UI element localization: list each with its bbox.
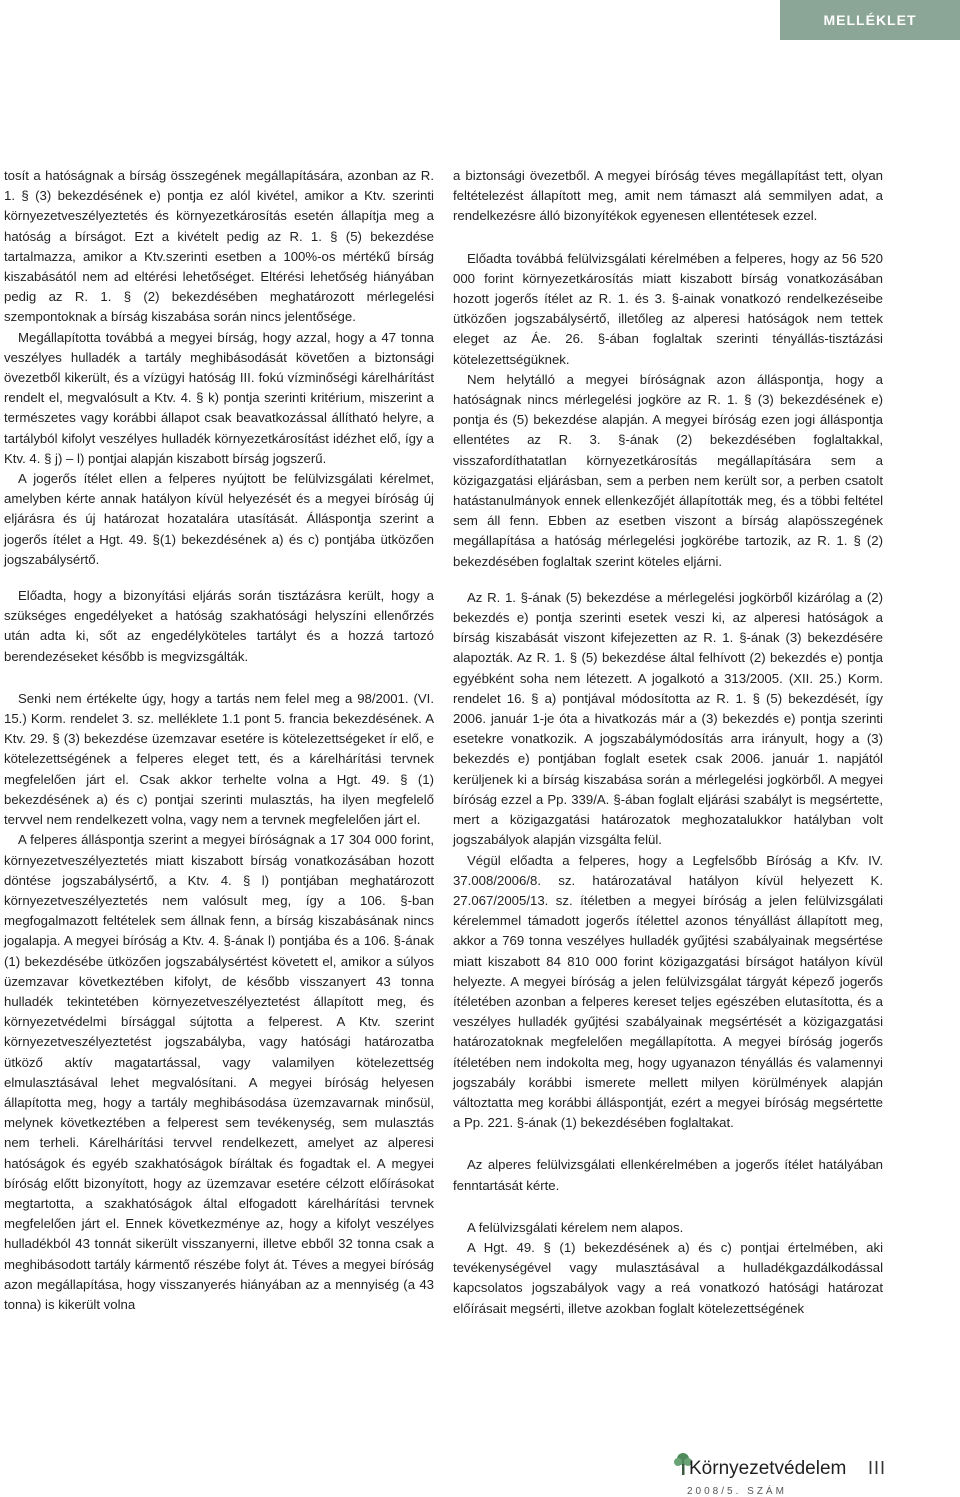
left-column bbox=[4, 166, 434, 1315]
footer bbox=[665, 1454, 895, 1497]
paragraph: A felperes álláspontja szerint a megyei bíróságnak a 17 304 000 forint, környezetveszélyeztetés miatt kiszabott bírság vonatkozásában hozott döntése jogszabálysértő, a Ktv. 4. § l) pontjában meghatározott környezetveszélyeztetés nem valósult meg, így a 106. §-ban megfogalmazott feltételek sem állnak fenn, a bírság kiszabásának nincs jogalapja. A megyei bíróság a Ktv. 4. §-ának l) pontjába és a 106. §-ának (1) bekezdésébe ütközően jogszabálysértést követett el, amikor a súlyos üzemzavar következtében kifolyt, de később visszanyert 43 tonna hulladék tekintetében környezetveszélyeztetést állapított meg, és környezetvédelmi bírsággal sújtotta a felperest. A Ktv. szerint környezetveszélyeztetést jogszabályba, vagy hatósági határozatba ütköző aktív magatartással, vagy valamilyen kötelezettség elmulasztásával lehet megvalósítani. A megyei bíróság helyesen állapította meg, hogy a tartály meghibásodása üzemzavarnak minősül, melynek következtében a felperest sem tevékenység, sem mulasztás nem terheli. Kárelhárítási tervvel rendelkezett, amelyet az alperesi hatóságok és egyéb szakhatóságok bíráltak és fogadtak el. A megyei bíróság előtt bizonyított, hogy az üzemzavar esetére célzott előírásokat megtartotta, a szakhatóságok által elfogadott kárelhárítási tervnek megfelelően járt el. Ennek következménye az, hogy a kifolyt veszélyes hulladékból 43 tonnát sikerült visszanyerni, illetve ebből 32 tonna csak a meghibásodott tartály kármentő részébe folyt át. Téves a megyei bíróság azon megállapítása, hogy visszanyerés hiányában az a mennyiség (a 43 tonna) is kikerült volna bbox=[4, 832, 434, 1312]
paragraph: Megállapította továbbá a megyei bírság, hogy azzal, hogy a 47 tonna veszélyes hulladék a tartály meghibásodását követően a biztonsági övezetből kikerült, és a vízügyi hatóság III. fokú vízminőségi kárelhárítást rendelt el, megvalósult a Ktv. 4. § k) pontja szerinti kritérium, miszerint a természetes vagy korábbi állapot csak beavatkozással állítható helyre, a tartályból kifolyt veszélyes hulladék környezetkárosítást idézhet elő, így a Ktv. 4. § j) – l) pontjai alapján kiszabott bírság jogszerű. bbox=[4, 329, 434, 466]
paragraph: A Hgt. 49. § (1) bekezdésének a) és c) pontjai értelmében, aki tevékenységével vagy mulasztásával a hulladékgazdálkodással kapcsolatos jogszabályok vagy a reá vonatkozó hatósági határozat előírásait megsérti, illetve azokban foglalt kötelezettségének bbox=[453, 1239, 883, 1316]
paragraph: Senki nem értékelte úgy, hogy a tartás nem felel meg a 98/2001. (VI. 15.) Korm. rendelet 3. sz. melléklete 1.1 pont 5. francia bekezdésének. A Ktv. 29. § (3) bekezdése üzemzavar esetére is kötelezettségeket ír elő, e kötelezettségének a felperes eleget tett, és a kárelhárítási tervnek megfelelően járt el. Csak akkor terhelte volna a Hgt. 49. § (1) bekezdésének a) és c) pontjai szerinti mulasztás, ha ilyen megfelelő tervvel nem rendelkezett volna, vagy nem a tervnek megfelelően járt el. bbox=[4, 690, 434, 828]
paragraph: Az alperes felülvizsgálati ellenkérelmében a jogerős ítélet hatályában fenntartását kérte. bbox=[453, 1157, 883, 1193]
appendix-tab-label: MELLÉKLET bbox=[823, 12, 917, 28]
paragraph: A jogerős ítélet ellen a felperes nyújtott be felülvizsgálati kérelmet, amelyben kérte annak hatályon kívül helyezését és a megyei bíróság új eljárásra és új határozat hozatalára utasítását. Álláspontja szerint a jogerős ítélet a Hgt. 49. §(1) bekezdésének a) és c) pontjába ütközően jogszabálysértő. bbox=[4, 471, 434, 567]
paragraph: Előadta, hogy a bizonyítási eljárás során tisztázásra került, hogy a szükséges engedélyeket a hatóság szakhatósági helyszíni ellenőrzés után adta ki, sőt az engedélyköteles tartályt és a hozzá tartozó berendezéseket később is megvizsgálták. bbox=[4, 588, 434, 664]
paragraph: a biztonsági övezetből. A megyei bíróság téves megállapítást tett, olyan feltételezést állapított meg, amit nem támaszt alá semmilyen adat, a rendelkezésre álló bizonyítékok egyenesen ellentétesek ezzel. bbox=[453, 168, 883, 224]
paragraph: Előadta továbbá felülvizsgálati kérelmében a felperes, hogy az 56 520 000 forint környezetkárosítás miatt kiszabott bírság vonatkozásában hozott jogerős ítélet az R. 1. és 3. §-ainak vonatkozó rendelkezéseibe ütközően jogszabálysértő, illetőleg az alperesi hatóságok nem tettek eleget az Áe. 26. §-ában foglaltak szerinti tényállás-tisztázási kötelezettségüknek. bbox=[453, 250, 883, 367]
right-column bbox=[453, 166, 883, 1319]
paragraph: Az R. 1. §-ának (5) bekezdése a mérlegelési jogkörből kizárólag a (2) bekezdés e) pontja szerinti esetek veszi ki, az alperesi hatóságok a bírság kiszabását viszont kifejezetten az R. 1. §-ának (3) bekezdésére alapozták. Az R. 1. § (5) bekezdése által felhívott (2) bekezdés e) pontja egyébként soha nem létezett. A jogalkotó a 313/2005. (XII. 25.) Korm. rendelet 16. § a) pontjával módosította az R. 1. § (5) bekezdését, így 2006. január 1-je óta a hivatkozás már a (3) bekezdés e) pontja szerinti esetekre vonatkozik. A jogszabálymódosítás arra irányult, hogy a (3) bekezdés e) pontjában foglalt esetek csak 2006. január 1. napjától kerüljenek ki a bírság kiszabása során a mérlegelési jogkörből. A megyei bíróság ezzel a Pp. 339/A. §-ában foglalt eljárási szabályt is megsértette, mert a közigazgatási határozatok meghozatalukkor hatályban volt jogszabályok alapján vizsgálta felül. bbox=[453, 589, 883, 848]
appendix-tab bbox=[780, 0, 960, 40]
section-mark: III bbox=[868, 1458, 887, 1478]
brand-name: Környezetvédelem bbox=[689, 1458, 847, 1479]
paragraph: A felülvizsgálati kérelem nem alapos. bbox=[467, 1219, 684, 1235]
paragraph: Végül előadta a felperes, hogy a Legfelsőbb Bíróság a Kfv. IV. 37.008/2006/8. sz. határozatával hatályon kívül helyezett K. 27.067/2005/13. sz. ítéletben a megyei bíróság a jelen felülvizsgálati kérelemmel támadott jogerős ítélettel azonos tényállást állapított meg, akkor a 769 tonna veszélyes hulladék gyűjtési szabályainak megsértése miatt kiszabott 84 810 000 forint közigazgatási bírságot hatályon kívül helyezte. A megyei bíróság a jelen felülvizsgálat tárgyát képező jogerős ítéletében azonban a felperes kereset teljes egészében elutasította, és a veszélyes hulladék gyűjtési szabályainak megsértését a közigazgatási határozatoknak megfelelően megállapította. A megyei bíróság jogerős ítéletében nem indokolta meg, hogy ugyanazon tényállás és valamennyi jogszabály korábbi ismerete mellett milyen körülmények alapján változtatta meg korábbi álláspontját, ezért a megyei bíróság megsértette a Pp. 221. §-ának (1) bekezdésében foglaltakat. bbox=[453, 852, 883, 1131]
issue-number: 2008/5. SZÁM bbox=[687, 1486, 787, 1497]
paragraph: Nem helytálló a megyei bíróságnak azon álláspontja, hogy a hatóságnak nincs mérlegelési jogköre az R. 1. § (3) bekezdésének e) pontja és (5) bekezdése alapján. A megyei bíróság ezen jogi álláspontja ellentétes az R. 3. §-ának (2) bekezdésében foglaltakkal, visszafordíthatatlan környezetkárosítás megállapítására sem a közigazgatási eljárásban, sem a perben nem került sor, a perben csatolt hatástanulmányok ennek ellenkezőjét állapították meg, és a többi feltétel sem áll fenn. Ebben az esetben viszont a bírság alapösszegének megállapítása a hatóság mérlegelési jogkörébe tartozik, az R. 1. § (2) bekezdésében foglaltak szerint köteles eljárni. bbox=[453, 371, 883, 569]
paragraph: tosít a hatóságnak a bírság összegének megállapítására, azonban az R. 1. § (3) bekezdésének e) pontja ez alól kivétel, amikor a Ktv. szerinti környezetveszélyeztetés és környezetkárosítás esetén állapítja meg a hatóság a bírságot. Ezt a kivételt pedig az R. 1. § (5) bekezdése tartalmazza, amikor a Ktv.szerinti esetben a 100%-os mértékű bírság kiszabásától nem ad eltérési lehetőséget. Eltérési lehetőség hiányában pedig az R. 1. § (2) bekezdésében meghatározott mérlegelési szempontoknak a bírság kiszabása során nincs jelentősége. bbox=[4, 168, 434, 325]
